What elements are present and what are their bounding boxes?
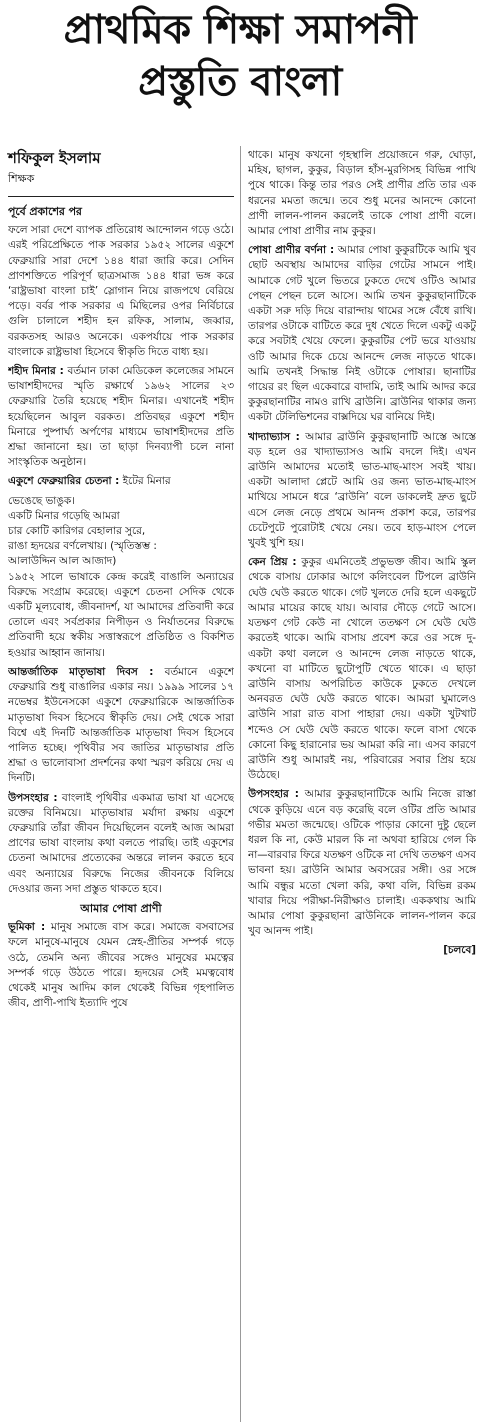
paragraph-text: বর্তমানে একুশে ফেব্রুয়ারি শুধু বাঙালির একার নয়। ১৯৯৯ সালের ১৭ নভেম্বর ইউনেসকো একুশে ফেব্রুয়ারিকে আন্তর্জাতিক মাতৃভাষা দিবস হিসেবে স্বীকৃতি দেয়। সেই থেকে সারা বিশ্বে এই দিনটি আন্তর্জাতিক মাতৃভাষা দিবস হিসেবে পালিত হচ্ছে। পৃথিবীর সব জাতির মাতৃভাষার প্রতি শ্রদ্ধা ও ভালোবাসা প্রদর্শনের কথা স্মরণ করিয়ে দেয় এ দিনটি। [8, 665, 234, 785]
poem-line: রাঙা হৃদয়ের বর্ণলেখায়। (স্মৃতিস্তম্ভ : [8, 540, 157, 553]
author-role: শিক্ষক [8, 172, 35, 185]
poem-line: ভেঙেছে ভাঙুক। [8, 494, 75, 507]
essay-subtitle: আমার পোষা প্রাণী [80, 901, 162, 915]
section-heading: শহীদ মিনার : [8, 365, 64, 378]
paragraph [248, 787, 476, 939]
paragraph [8, 665, 234, 787]
section-heading: আন্তর্জাতিক মাতৃভাষা দিবস : [8, 665, 154, 678]
paragraph [248, 243, 476, 425]
poem-line: একটি মিনার গড়েছি আমরা [8, 509, 120, 522]
continued-marker [248, 943, 476, 958]
paragraph-text: কুকুর এমনিতেই প্রভুভক্ত জীব। আমি স্কুল থেকে বাসায় ঢোকার আগে কলিংবেল টিপলে ব্রাউনি ঘেউ ঘেউ করতে থাকে। গেট খুলতে দেরি হলে একছুটে আমার মায়ের কাছে যায়। আবার দৌড়ে গেটে আসে। যতক্ষণ গেট কেউ না খোলে ততক্ষণ সে ঘেউ ঘেউ করতেই থাকে। আমি বাসায় প্রবেশ করে ওর সঙ্গে দু-একটা কথা বললে ও আনন্দে লেজ নাড়তে থাকে, কখনো বা মাটিতে ছুটোপুটি খেতে থাকে। এ ছাড়া ব্রাউনি বাসায় অপরিচিত কাউকে ঢুকতে দেখলে অনবরত ঘেউ ঘেউ করতে থাকে। আমরা ঘুমালেও ব্রাউনি সারা রাত বাসা পাহারা দেয়। একটা খুটখাট শব্দেও সে ঘেউ ঘেউ করতে থাকে। ফলে বাসা থেকে কোনো কিছু হারানোর ভয় আমরা করি না। এসব কারণে ব্রাউনি শুধু আমারই নয়, পরিবারের সবার প্রিয় হয়ে উঠেছে। [248, 556, 476, 782]
section-heading: পোষা প্রাণীর বর্ণনা : [248, 244, 335, 257]
column-divider [240, 146, 241, 1422]
continued-label: [চলবে] [443, 944, 476, 957]
paragraph: থাকে। মানুষ কখনো গৃহস্থালি প্রয়োজনে গরু, ঘোড়া, মহিষ, ছাগল, কুকুর, বিড়াল হাঁস-মুরগিসহ বিভিন্ন পাখি পুষে থাকে। কিন্তু তার পরও সেই প্রাণীর প্রতি তার এক ধরনের মমতা জন্মে। তবে শুধু মনের আনন্দে কোনো প্রাণী লালন-পালন করলেই তাকে পোষা প্রাণী বলে। আমার পোষা প্রাণীর নাম কুকুর। [248, 149, 476, 238]
paragraph-text: বর্তমান ঢাকা মেডিকেল কলেজের সামনে ভাষাশহীদদের স্মৃতি রক্ষার্থে ১৯৬২ সালের ২৩ ফেব্রুয়ারি তৈরি হয়েছে শহীদ মিনার। এখানেই শহীদ হয়েছিলেন আবুল বরকত। প্রতিবছর একুশে শহীদ মিনারে পুষ্পার্ঘ্য অর্পণের মাধ্যমে ভাষাশহীদদের প্রতি শ্রদ্ধা জানানো হয়। তা ছাড়া দিনব্যাপী চলে নানা সাংস্কৃতিক অনুষ্ঠান। [8, 365, 234, 469]
headline-line-1: প্রাথমিক শিক্ষা সমাপনী [63, 7, 417, 53]
paragraph [248, 430, 476, 552]
paragraph-text: মানুষ সমাজে বাস করে। সমাজে বসবাসের ফলে মানুষে-মানুষে যেমন স্নেহ-প্রীতির সম্পর্ক গড়ে ওঠে, তেমনি অন্য জীবের সঙ্গেও মানুষের মমত্বের সম্পর্ক গড়ে উঠতে পারে। হৃদয়ের সেই মমত্ববোধ থেকেই মানুষ আদিম কাল থেকেই বিভিন্ন গৃহপালিত জীব, প্রাণী-পাখি ইত্যাদি পুষে [8, 921, 234, 1010]
right-column [248, 148, 476, 1422]
paragraph-text: ইটের মিনার [119, 475, 171, 488]
paragraph-text: আমার কুকুরছানাটিকে আমি নিজে রাস্তা থেকে কুড়িয়ে এনে বড় করেছি বলে ওটির প্রতি আমার গভীর মমতা জন্মেছে। ওটিকে পাড়ার কোনো দুষ্টু ছেলে ধরল কি না, কেউ মারল কি না অথবা হারিয়ে গেল কি না—বারবার ফিরে যতক্ষণ ওটিকে না দেখি ততক্ষণ এসব ভাবনা হয়। ব্রাউনি আমার অবসরের সঙ্গী। ওর সঙ্গে আমি বন্ধুর মতো খেলা করি, কথা বলি, বিভিন্ন রকম খাবার দিয়ে পরীক্ষা-নিরীক্ষাও চালাই। এককথায় আমি আমার পোষা কুকুরছানা ব্রাউনিকে লালন-পালন করে খুব আনন্দ পাই। [248, 788, 476, 938]
section-heading: ভূমিকা : [8, 921, 46, 934]
continued-from-kicker: পূর্বে প্রকাশের পর [8, 205, 82, 218]
paragraph-text: বাংলাই পৃথিবীর একমাত্র ভাষা যা এসেছে রক্তের বিনিময়ে। মাতৃভাষার মর্যাদা রক্ষায় একুশে ফেব্রুয়ারি তাঁরা জীবন দিয়েছিলেন বলেই আজ আমরা প্রাণের ভাষা বাংলায় কথা বলতে পারছি। তাই একুশের চেতনা আমাদের প্রত্যেকের অন্তরে লালন করতে হবে এবং অন্যায়ের বিরুদ্ধে নিজের জীবনকে বিলিয়ে দেওয়ার জন্য সদা প্রস্তুত থাকতে হবে। [8, 791, 234, 895]
section-heading: খাদ্যাভ্যাস : [248, 430, 300, 443]
byline [8, 148, 234, 188]
section-heading: উপসংহার : [248, 788, 299, 801]
author-name: শফিকুল ইসলাম [8, 149, 101, 167]
paragraph [8, 920, 234, 1011]
paragraph-text: আমার ব্রাউনি কুকুরছানাটি আস্তে আস্তে বড় হলে ওর খাদ্যাভ্যাসও আমি বদলে দিই। এখন ব্রাউনি আমাদের মতোই ভাত-মাছ-মাংস সবই খায়। একটা আলাদা প্লেটে আমি ওর জন্য ভাত-মাছ-মাংস মাখিয়ে সামনে ধরে ‘ব্রাউনি’ বলে ডাকলেই দ্রুত ছুটে এসে লেজ নেড়ে প্রথমে আনন্দ প্রকাশ করে, তারপর চেটেপুটে পুরোটাই খেয়ে নেয়। তবে হাড়-মাংস পেলে খুবই খুশি হয়। [248, 430, 476, 550]
poem-quote [8, 494, 234, 570]
byline-divider [8, 196, 234, 197]
paragraph [248, 555, 476, 783]
section-heading: উপসংহার : [8, 791, 58, 804]
section-heading: একুশে ফেব্রুয়ারির চেতনা : [8, 475, 120, 488]
paragraph-text: আমার পোষা কুকুরটিকে আমি খুব ছোট অবস্থায় আমাদের বাড়ির গেটের সামনে পাই। আমাকে গেট খুলে ভিতরে ঢুকতে দেখে ওটিও আমার পেছন পেছন চলে আসে। আমি তখন কুকুরছানাটিকে একটা সরু দড়ি দিয়ে বারান্দায় থামের সঙ্গে বেঁধে রাখি। তারপর ওটাকে বাটিতে করে দুধ খেতে দিলে একটু একটু করে সবটাই খেয়ে ফেলে। কুকুরটির পেট ভরে যাওয়ায় ওটি আমার দিকে চেয়ে আনন্দে লেজ নাড়তে থাকে। আমি তখনই সিদ্ধান্ত নিই ওটাকে পোষার। ছানাটির গায়ের রং ছিল একেবারে বাদামি, তাই আমি আদর করে কুকুরছানাটির নামও রাখি ব্রাউনি। ব্রাউনির থাকার জন্য একটা টেলিভিশনের বাক্সদিয়ে ঘর বানিয়ে দিই। [248, 244, 476, 424]
headline-line-2: প্রস্তুতি বাংলা [138, 59, 342, 105]
paragraph: ১৯৫২ সালে ভাষাকে কেন্দ্র করেই বাঙালি অন্যায়ের বিরুদ্ধে সংগ্রাম করেছে। একুশে চেতনা সেদিক থেকে একটি মূল্যবোধ, জীবনাদর্শ, যা আমাদের প্রতিবাদী করে তোলে এবং সর্বপ্রকার নিপীড়ন ও নির্যাতনের বিরুদ্ধে প্রতিবাদী হয়ে স্বকীয় সত্তাস্বরূপে প্রতিষ্ঠিত ও বিকশিত হওয়ার আহ্বান জানায়। [8, 570, 234, 659]
poem-line: চার কোটি কারিগর বেহালার সুরে, [8, 525, 146, 538]
paragraph: ফলে সারা দেশে ব্যাপক প্রতিরোধ আন্দোলন গড়ে ওঠে। এরই পরিপ্রেক্ষিতে পাক সরকার ১৯৫২ সালের একুশে ফেব্রুয়ারি সারা দেশে ১৪৪ ধারা জারি করে। সেদিন প্রাণশক্তিতে পরিপূর্ণ ছাত্রসমাজ ১৪৪ ধারা ভঙ্গ করে ‘রাষ্ট্রভাষা বাংলা চাই’ স্লোগান নিয়ে রাজপথে বেরিয়ে পড়ে। বর্বর পাক সরকার এ মিছিলের ওপর নির্বিচারে গুলি চালালে শহীদ হন রফিক, সালাম, জব্বার, বরকতসহ আরও অনেকে। একপর্যায়ে পাক সরকার বাংলাকে রাষ্ট্রভাষা হিসেবে স্বীকৃতি দিতে বাধ্য হয়। [8, 224, 234, 358]
left-column [8, 204, 234, 1422]
paragraph [8, 364, 234, 470]
headline [0, 4, 480, 108]
paragraph [8, 474, 234, 489]
section-heading: কেন প্রিয় : [248, 556, 297, 569]
paragraph [8, 791, 234, 897]
poem-line: আলাউদ্দিন আল আজাদ) [8, 555, 117, 568]
